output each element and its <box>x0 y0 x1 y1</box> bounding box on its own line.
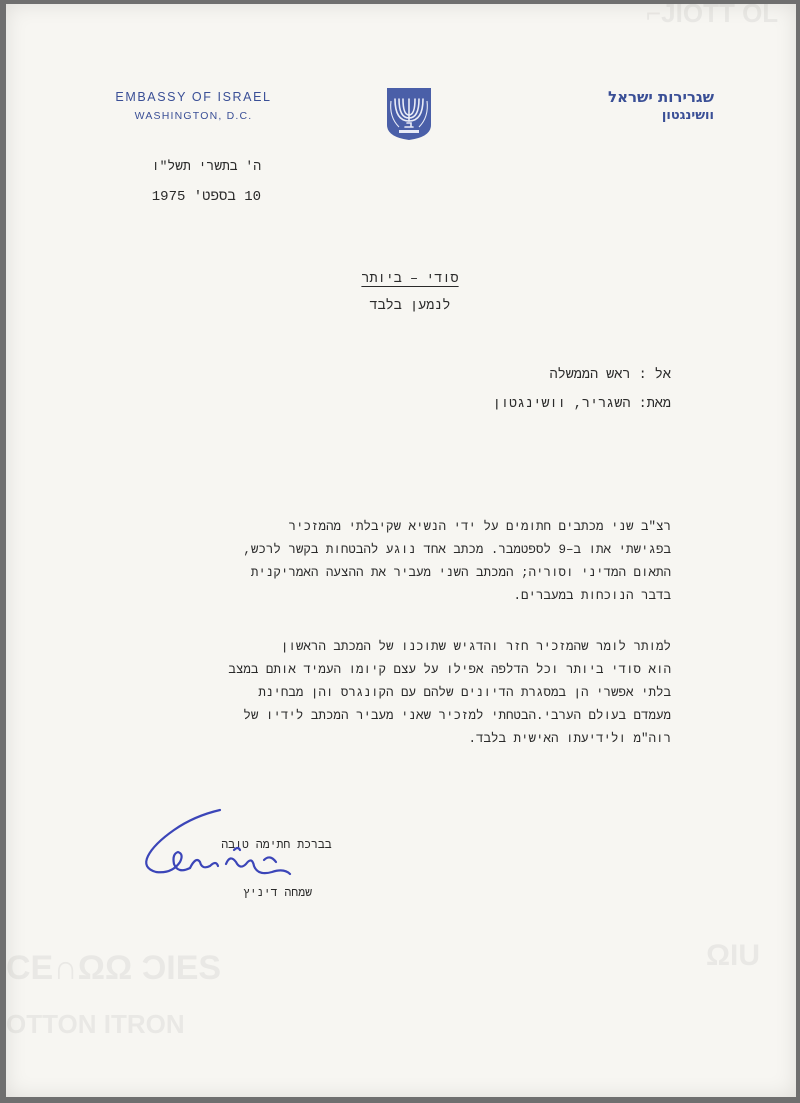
letterhead-english-city: WASHINGTON, D.C. <box>134 110 253 122</box>
letterhead-english-title: EMBASSY OF ISRAEL <box>115 90 272 104</box>
classification-block <box>336 266 484 320</box>
body-paragraph-1 <box>136 516 671 608</box>
letterhead-hebrew <box>608 88 714 123</box>
body-line: בדבר הנוכחות במעברים. <box>513 589 671 603</box>
body-line: בלתי אפשרי הן במסגרת הדיונים שלהם עם הקונגרס והן מבחינת <box>258 686 671 700</box>
bleed-through-mark: ΩIU <box>706 939 761 972</box>
body-line: הוא סודי ביותר וכל הדלפה אפילו על עצם קיומו העמיד אותם במצב <box>228 663 671 677</box>
bleed-through-mark: ⌐JIOTT OL <box>646 4 779 28</box>
bleed-through-mark: OTTON ITRON <box>6 1009 185 1039</box>
hebrew-date: ה' בתשרי תשל"ו <box>151 159 261 174</box>
classification-restriction: לנמען בלבד <box>369 299 451 314</box>
recipient-line: אל : ראש הממשלה <box>549 368 671 383</box>
body-line: רצ"ב שני מכתבים חתומים על ידי הנשיא שקיבלתי מהמזכיר <box>288 520 671 534</box>
addressing-block <box>493 361 671 419</box>
letterhead-hebrew-city: וושינגטון <box>661 108 714 123</box>
letterhead-english <box>96 90 291 122</box>
body-line: מעמדם בעולם הערבי.הבטחתי למזכיר שאני מעביר המכתב לידיו של <box>243 709 671 723</box>
body-paragraph-2 <box>136 636 671 751</box>
signer-name: שמחה דיניץ <box>242 887 312 900</box>
body-line: בפגישתי אתו ב–9 לספטמבר. מכתב אחד נוגע להבטחות בקשר לרכש, <box>243 543 671 557</box>
body-line: התאום המדיני וסוריה; המכתב השני מעביר את ההצעה האמריקנית <box>250 566 671 580</box>
body-line: למותר לומר שהמזכיר חזר והדגיש שתוכנו של המכתב הראשון <box>280 640 671 654</box>
letter-date <box>152 152 261 212</box>
bleed-through-mark: CE∩ΩΩ ƆIES <box>6 949 222 987</box>
closing-salutation: בברכת חתימה טובה <box>221 839 332 852</box>
letter-page <box>6 4 796 1097</box>
letterhead-hebrew-title: שגרירות ישראל <box>608 88 714 106</box>
menorah-emblem-icon <box>385 87 433 141</box>
gregorian-date: 10 בספט' 1975 <box>151 189 261 205</box>
body-line: רוה"מ ולידיעתו האישית בלבד. <box>468 732 671 746</box>
classification-level: סודי – ביותר <box>361 272 459 287</box>
sender-line: מאת: השגריר, וושינגטון <box>492 397 671 412</box>
